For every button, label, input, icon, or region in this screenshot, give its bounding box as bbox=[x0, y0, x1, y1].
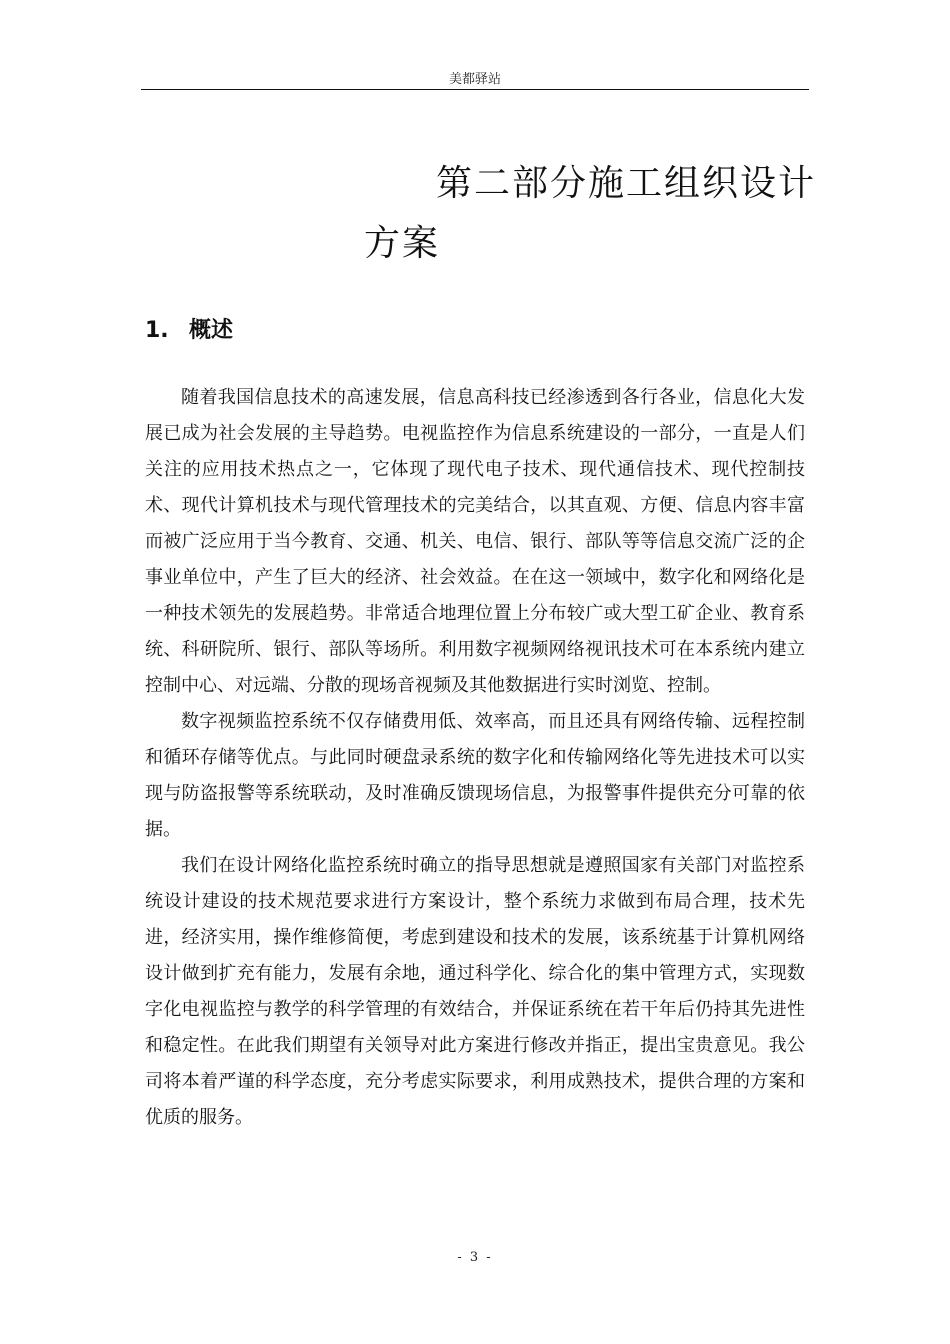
section-title: 概述 bbox=[189, 318, 234, 343]
body-text bbox=[145, 380, 805, 1136]
document-title-line-1: 第二部分施工组织设计 bbox=[436, 163, 817, 204]
paragraph-3: 我们在设计网络化监控系统时确立的指导思想就是遵照国家有关部门对监控系统设计建设的技术规范要求进行方案设计，整个系统力求做到布局合理，技术先进，经济实用，操作维修简便，考虑到建设和技术的发展，该系统基于计算机网络设计做到扩充有能力，发展有余地，通过科学化、综合化的集中管理方式，实现数字化电视监控与教学的科学管理的有效结合，并保证系统在若干年后仍持其先进性和稳定性。在此我们期望有关领导对此方案进行修改并指正，提出宝贵意见。我公司将本着严谨的科学态度，充分考虑实际要求，利用成熟技术，提供合理的方案和优质的服务。 bbox=[145, 855, 805, 1128]
header-divider bbox=[141, 89, 809, 90]
section-number: 1. bbox=[145, 318, 169, 343]
page-number: - 3 - bbox=[457, 1250, 493, 1265]
page-header: 美都驿站 bbox=[448, 72, 501, 87]
section-heading bbox=[145, 315, 233, 347]
paragraph-1: 随着我国信息技术的高速发展，信息高科技已经渗透到各行各业，信息化大发展已成为社会发展的主导趋势。电视监控作为信息系统建设的一部分，一直是人们关注的应用技术热点之一，它体现了现代电子技术、现代通信技术、现代控制技术、现代计算机技术与现代管理技术的完美结合，以其直观、方便、信息内容丰富而被广泛应用于当今教育、交通、机关、电信、银行、部队等等信息交流广泛的企事业单位中，产生了巨大的经济、社会效益。在在这一领域中，数字化和网络化是一种技术领先的发展趋势。非常适合地理位置上分布较广或大型工矿企业、教育系统、科研院所、银行、部队等场所。利用数字视频网络视讯技术可在本系统内建立控制中心、对远端、分散的现场音视频及其他数据进行实时浏览、控制。 bbox=[145, 387, 805, 696]
document-title-line-2: 方案 bbox=[364, 223, 441, 264]
paragraph-2: 数字视频监控系统不仅存储费用低、效率高，而且还具有网络传输、远程控制和循环存储等优点。与此同时硬盘录系统的数字化和传输网络化等先进技术可以实现与防盗报警等系统联动，及时准确反馈现场信息，为报警事件提供充分可靠的依据。 bbox=[145, 711, 805, 840]
